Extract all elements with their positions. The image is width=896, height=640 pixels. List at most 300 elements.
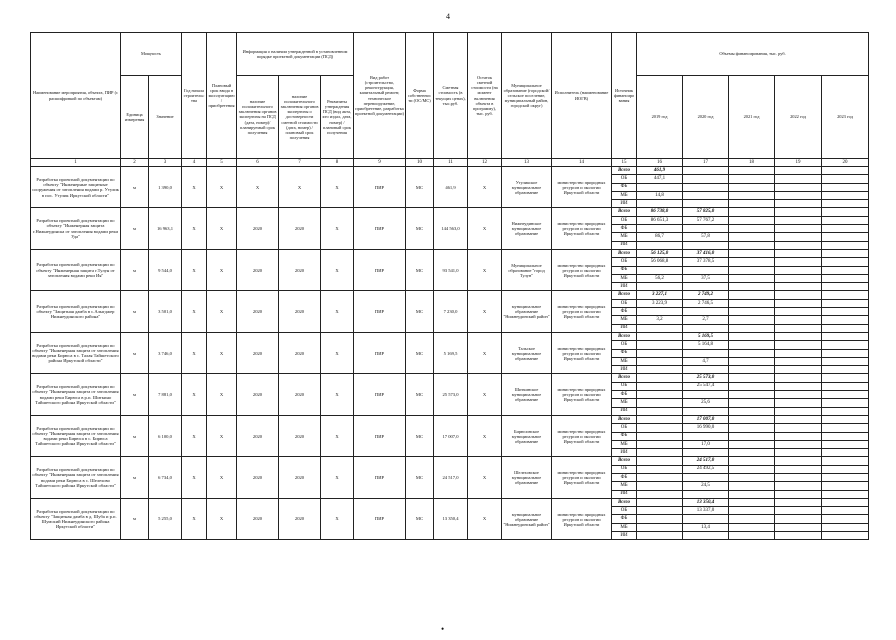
amount-2022-cell <box>775 424 822 432</box>
amount-2020-cell <box>683 391 729 399</box>
cell-psd3: X <box>321 249 354 290</box>
column-number: 6 <box>237 159 279 167</box>
funding-source-cell: ФБ <box>612 515 637 523</box>
header-year-2020: 2020 год <box>683 76 729 159</box>
funding-source-cell: ФБ <box>612 308 637 316</box>
amount-2023-cell <box>822 382 869 390</box>
amount-2021-cell <box>729 391 775 399</box>
funding-source-cell: ИИ <box>612 490 637 498</box>
amount-2019-cell <box>637 507 683 515</box>
cell-rest: X <box>468 167 502 208</box>
column-number: 17 <box>683 159 729 167</box>
amount-2022-cell <box>775 208 822 216</box>
amount-2020-cell <box>683 366 729 374</box>
funding-source-cell: ФБ <box>612 266 637 274</box>
page-number: 4 <box>446 12 450 21</box>
amount-2021-cell <box>729 424 775 432</box>
amount-2023-cell <box>822 349 869 357</box>
funding-source-cell: ОБ <box>612 258 637 266</box>
amount-2020-cell <box>683 407 729 415</box>
amount-2023-cell <box>822 515 869 523</box>
table-row <box>31 249 869 257</box>
cell-own: МС <box>406 249 434 290</box>
amount-2020-cell <box>683 266 729 274</box>
amount-2022-cell <box>775 482 822 490</box>
amount-2022-cell <box>775 316 822 324</box>
cell-work: ПИР <box>354 208 406 249</box>
header-psd-details: Реквизиты утверждения ПСД (вид акта, кто издал, дата, номер) / плановый срок получения <box>321 76 354 159</box>
amount-2021-cell <box>729 291 775 299</box>
cell-rest: X <box>468 457 502 498</box>
amount-2020-cell: 2,7 <box>683 316 729 324</box>
amount-2020-cell <box>683 515 729 523</box>
cell-value: 1 390,0 <box>149 167 182 208</box>
funding-source-cell: Всего <box>612 208 637 216</box>
amount-2022-cell <box>775 391 822 399</box>
amount-2019-cell <box>637 382 683 390</box>
funding-source-cell: МБ <box>612 316 637 324</box>
amount-2021-cell <box>729 216 775 224</box>
amount-2021-cell <box>729 357 775 365</box>
amount-2019-cell <box>637 374 683 382</box>
cell-psd1: 2020 <box>237 374 279 415</box>
amount-2022-cell <box>775 241 822 249</box>
column-number: 19 <box>775 159 822 167</box>
amount-2021-cell <box>729 200 775 208</box>
amount-2020-cell <box>683 349 729 357</box>
amount-2021-cell <box>729 457 775 465</box>
amount-2019-cell <box>637 366 683 374</box>
cell-unit: м <box>121 332 149 373</box>
cell-name: Разработка проектной документации по объекту "Инженерная защита от затопления водами реки Бирюса в с. Талая Тайшетского района Иркутской области" <box>31 332 121 373</box>
cell-unit: м <box>121 249 149 290</box>
column-number: 15 <box>612 159 637 167</box>
cell-value: 3 501,0 <box>149 291 182 332</box>
header-unit: Единица измерения <box>121 76 149 159</box>
funding-source-cell: Всего <box>612 415 637 423</box>
funding-source-cell: ИИ <box>612 449 637 457</box>
cell-own: МС <box>406 291 434 332</box>
cell-psd3: X <box>321 457 354 498</box>
amount-2023-cell <box>822 308 869 316</box>
cell-term: X <box>207 208 237 249</box>
amount-2021-cell <box>729 241 775 249</box>
amount-2020-cell: 57 767,2 <box>683 216 729 224</box>
cell-unit: м <box>121 167 149 208</box>
amount-2022-cell <box>775 532 822 540</box>
amount-2023-cell <box>822 490 869 498</box>
amount-2022-cell <box>775 249 822 257</box>
column-number: 20 <box>822 159 869 167</box>
amount-2021-cell <box>729 523 775 531</box>
table-row <box>31 208 869 216</box>
amount-2022-cell <box>775 266 822 274</box>
amount-2019-cell <box>637 283 683 291</box>
cell-rest: X <box>468 249 502 290</box>
amount-2019-cell: 3,2 <box>637 316 683 324</box>
funding-source-cell: ОБ <box>612 424 637 432</box>
amount-2021-cell <box>729 399 775 407</box>
amount-2023-cell <box>822 183 869 191</box>
funding-source-cell: ОБ <box>612 341 637 349</box>
cell-municipality: муниципальное образование "Нижнеудинский район" <box>502 291 552 332</box>
cell-term: X <box>207 498 237 539</box>
table-body <box>31 159 869 540</box>
bottom-mark: • <box>441 624 445 634</box>
cell-psd3: X <box>321 332 354 373</box>
cell-psd2: 2020 <box>279 374 321 415</box>
funding-source-cell: Всего <box>612 457 637 465</box>
funding-source-cell: МБ <box>612 399 637 407</box>
amount-2021-cell <box>729 473 775 481</box>
cell-unit: м <box>121 415 149 456</box>
cell-start: X <box>182 208 207 249</box>
amount-2020-cell <box>683 473 729 481</box>
amount-2023-cell <box>822 407 869 415</box>
cell-unit: м <box>121 498 149 539</box>
cell-unit: м <box>121 374 149 415</box>
amount-2020-cell <box>683 308 729 316</box>
funding-source-cell: ИИ <box>612 241 637 249</box>
funding-source-cell: ФБ <box>612 391 637 399</box>
cell-value: 9 544,0 <box>149 249 182 290</box>
amount-2021-cell <box>729 249 775 257</box>
amount-2020-cell: 57,8 <box>683 233 729 241</box>
amount-2019-cell <box>637 424 683 432</box>
amount-2022-cell <box>775 291 822 299</box>
amount-2020-cell <box>683 432 729 440</box>
cell-term: X <box>207 332 237 373</box>
cell-cost: 25 573,0 <box>434 374 468 415</box>
amount-2022-cell <box>775 449 822 457</box>
cell-name: Разработка проектной документации по объекту "Инженерная защита от затопления водами реки Бирюса в с. Шелехово Тайшетского района Иркутской области" <box>31 457 121 498</box>
amount-2023-cell <box>822 258 869 266</box>
cell-rest: X <box>468 332 502 373</box>
cell-name: Разработка проектной документации по объекту "Инженерная защита г.Тулун от затопления водами реки Ия" <box>31 249 121 290</box>
amount-2023-cell <box>822 399 869 407</box>
amount-2020-cell <box>683 324 729 332</box>
amount-2023-cell <box>822 341 869 349</box>
funding-source-cell: ОБ <box>612 175 637 183</box>
amount-2023-cell <box>822 357 869 365</box>
cell-name: Разработка проектной документации по объекту "Инженерная защита от затопления водами реки Бирюса в р.п. Шиткино Тайшетского района Иркутской области" <box>31 374 121 415</box>
amount-2019-cell <box>637 332 683 340</box>
cell-work: ПИР <box>354 167 406 208</box>
amount-2020-cell: 24,5 <box>683 482 729 490</box>
cell-start: X <box>182 374 207 415</box>
amount-2019-cell <box>637 266 683 274</box>
amount-2021-cell <box>729 274 775 282</box>
amount-2022-cell <box>775 200 822 208</box>
amount-2021-cell <box>729 366 775 374</box>
amount-2019-cell: 86 651,3 <box>637 216 683 224</box>
financing-table <box>30 32 869 540</box>
amount-2019-cell <box>637 225 683 233</box>
cell-work: ПИР <box>354 374 406 415</box>
amount-2023-cell <box>822 332 869 340</box>
amount-2019-cell <box>637 482 683 490</box>
amount-2020-cell <box>683 449 729 457</box>
amount-2021-cell <box>729 415 775 423</box>
cell-work: ПИР <box>354 249 406 290</box>
amount-2023-cell <box>822 523 869 531</box>
header-funding-source: Источник финансирования <box>612 33 637 159</box>
amount-2021-cell <box>729 407 775 415</box>
amount-2021-cell <box>729 482 775 490</box>
cell-name: Разработка проектной документации по объекту "Защитная дамба в д. Шуба и р.п. Шумский Нижнеудинского района Иркутской области" <box>31 498 121 539</box>
header-municipality: Муниципальное образование (городской/сельское поселение, муниципальный район, городской округ) <box>502 33 552 159</box>
cell-own: МС <box>406 498 434 539</box>
amount-2020-cell: 37,5 <box>683 274 729 282</box>
amount-2019-cell <box>637 241 683 249</box>
cell-psd1: 2020 <box>237 332 279 373</box>
amount-2020-cell: 5 164,8 <box>683 341 729 349</box>
funding-source-cell: ИИ <box>612 366 637 374</box>
header-psd-group: Информация о наличии утвержденной в установленном порядке проектной документации (ПСД) <box>237 33 354 76</box>
amount-2020-cell <box>683 241 729 249</box>
amount-2022-cell <box>775 324 822 332</box>
column-number: 2 <box>121 159 149 167</box>
funding-source-cell: ФБ <box>612 349 637 357</box>
column-number: 11 <box>434 159 468 167</box>
amount-2019-cell <box>637 523 683 531</box>
amount-2022-cell <box>775 523 822 531</box>
header-ownership: Форма собственности (ОС/МС) <box>406 33 434 159</box>
amount-2020-cell <box>683 532 729 540</box>
cell-executor: министерство природных ресурсов и экологии Иркутской области <box>552 167 612 208</box>
amount-2023-cell <box>822 274 869 282</box>
amount-2023-cell <box>822 283 869 291</box>
cell-psd2: 2020 <box>279 415 321 456</box>
column-number: 8 <box>321 159 354 167</box>
cell-unit: м <box>121 457 149 498</box>
cell-start: X <box>182 332 207 373</box>
amount-2023-cell <box>822 482 869 490</box>
cell-psd2: 2020 <box>279 332 321 373</box>
funding-source-cell: ФБ <box>612 183 637 191</box>
column-numbers-row <box>31 159 869 167</box>
amount-2021-cell <box>729 341 775 349</box>
cell-value: 3 746,0 <box>149 332 182 373</box>
amount-2021-cell <box>729 324 775 332</box>
amount-2021-cell <box>729 349 775 357</box>
table-row <box>31 498 869 506</box>
funding-source-cell: Всего <box>612 291 637 299</box>
funding-source-cell: ОБ <box>612 507 637 515</box>
amount-2020-cell: 13 350,4 <box>683 498 729 506</box>
amount-2019-cell <box>637 440 683 448</box>
cell-executor: министерство природных ресурсов и экологии Иркутской области <box>552 208 612 249</box>
table-row <box>31 167 869 175</box>
amount-2023-cell <box>822 432 869 440</box>
amount-2023-cell <box>822 465 869 473</box>
cell-cost: 24 517,0 <box>434 457 468 498</box>
cell-work: ПИР <box>354 291 406 332</box>
funding-source-cell: ОБ <box>612 216 637 224</box>
amount-2019-cell <box>637 399 683 407</box>
header-remaining-cost: Остаток сметной стоимости (на момент включения объекта в программу), тыс. руб. <box>468 33 502 159</box>
amount-2020-cell: 17,0 <box>683 440 729 448</box>
funding-source-cell: ФБ <box>612 473 637 481</box>
cell-unit: м <box>121 208 149 249</box>
cell-psd3: X <box>321 167 354 208</box>
amount-2020-cell: 4,7 <box>683 357 729 365</box>
cell-executor: министерство природных ресурсов и экологии Иркутской области <box>552 332 612 373</box>
cell-term: X <box>207 291 237 332</box>
amount-2022-cell <box>775 415 822 423</box>
column-number: 1 <box>31 159 121 167</box>
amount-2023-cell <box>822 208 869 216</box>
amount-2019-cell: 56 068,8 <box>637 258 683 266</box>
amount-2022-cell <box>775 457 822 465</box>
header-cost: Сметная стоимость (в текущих ценах), тыс.руб. <box>434 33 468 159</box>
table-header <box>31 33 869 159</box>
cell-work: ПИР <box>354 498 406 539</box>
header-year-2022: 2022 год <box>775 76 822 159</box>
cell-work: ПИР <box>354 457 406 498</box>
amount-2022-cell <box>775 216 822 224</box>
cell-psd3: X <box>321 291 354 332</box>
column-number: 7 <box>279 159 321 167</box>
amount-2020-cell: 5 169,5 <box>683 332 729 340</box>
amount-2020-cell: 2 746,5 <box>683 299 729 307</box>
header-capacity: Мощность <box>121 33 182 76</box>
cell-name: Разработка проектной документации по объекту "Инженерная защита от затопления водами реки Бирюса в с. Бирюса Тайшетского района Иркутской области" <box>31 415 121 456</box>
funding-source-cell: ИИ <box>612 324 637 332</box>
amount-2019-cell <box>637 407 683 415</box>
amount-2019-cell: 14,8 <box>637 191 683 199</box>
amount-2019-cell <box>637 324 683 332</box>
funding-source-cell: ИИ <box>612 532 637 540</box>
amount-2022-cell <box>775 465 822 473</box>
amount-2019-cell <box>637 465 683 473</box>
cell-own: МС <box>406 374 434 415</box>
cell-psd2: 2020 <box>279 249 321 290</box>
amount-2022-cell <box>775 225 822 233</box>
column-number: 18 <box>729 159 775 167</box>
amount-2023-cell <box>822 473 869 481</box>
funding-source-cell: Всего <box>612 249 637 257</box>
amount-2019-cell: 3 223,9 <box>637 299 683 307</box>
amount-2020-cell: 13 337,0 <box>683 507 729 515</box>
cell-municipality: Нижнеудинское муниципальное образование <box>502 208 552 249</box>
amount-2019-cell <box>637 449 683 457</box>
cell-start: X <box>182 498 207 539</box>
cell-rest: X <box>468 208 502 249</box>
cell-start: X <box>182 457 207 498</box>
amount-2022-cell <box>775 308 822 316</box>
cell-psd3: X <box>321 374 354 415</box>
amount-2023-cell <box>822 440 869 448</box>
funding-source-cell: Всего <box>612 167 637 175</box>
amount-2020-cell <box>683 490 729 498</box>
amount-2020-cell: 16 990,0 <box>683 424 729 432</box>
amount-2022-cell <box>775 473 822 481</box>
amount-2023-cell <box>822 241 869 249</box>
amount-2020-cell <box>683 183 729 191</box>
cell-municipality: Шиткинское муниципальное образование <box>502 374 552 415</box>
header-value: Значение <box>149 76 182 159</box>
amount-2019-cell <box>637 515 683 523</box>
amount-2023-cell <box>822 266 869 274</box>
cell-psd1: 2020 <box>237 498 279 539</box>
cell-term: X <box>207 457 237 498</box>
amount-2021-cell <box>729 316 775 324</box>
amount-2023-cell <box>822 449 869 457</box>
funding-source-cell: МБ <box>612 523 637 531</box>
cell-term: X <box>207 249 237 290</box>
table-row <box>31 291 869 299</box>
cell-rest: X <box>468 374 502 415</box>
cell-name: Разработка проектной документации по объекту "Инженерная защита г.Нижнеудинска от затопления водами реки Уда" <box>31 208 121 249</box>
column-number: 9 <box>354 159 406 167</box>
amount-2019-cell <box>637 357 683 365</box>
header-start-year: Год начала строительства <box>182 33 207 159</box>
amount-2019-cell: 3 227,1 <box>637 291 683 299</box>
funding-source-cell: Всего <box>612 374 637 382</box>
column-number: 12 <box>468 159 502 167</box>
amount-2022-cell <box>775 490 822 498</box>
funding-source-cell: МБ <box>612 233 637 241</box>
amount-2019-cell <box>637 457 683 465</box>
amount-2020-cell <box>683 175 729 183</box>
amount-2023-cell <box>822 498 869 506</box>
cell-psd3: X <box>321 498 354 539</box>
cell-name: Разработка проектной документации по объекту "Защитная дамба в с.Алыгджер Нижнеудинского района" <box>31 291 121 332</box>
cell-psd1: 2020 <box>237 249 279 290</box>
amount-2022-cell <box>775 283 822 291</box>
cell-cost: 93 541,0 <box>434 249 468 290</box>
amount-2021-cell <box>729 266 775 274</box>
amount-2021-cell <box>729 465 775 473</box>
amount-2020-cell: 37 416,0 <box>683 249 729 257</box>
cell-own: МС <box>406 332 434 373</box>
amount-2023-cell <box>822 324 869 332</box>
amount-2022-cell <box>775 366 822 374</box>
amount-2022-cell <box>775 183 822 191</box>
cell-municipality: Муниципальное образование "город Тулун" <box>502 249 552 290</box>
funding-source-cell: ФБ <box>612 225 637 233</box>
amount-2021-cell <box>729 515 775 523</box>
cell-cost: 144 563,0 <box>434 208 468 249</box>
amount-2022-cell <box>775 507 822 515</box>
amount-2021-cell <box>729 432 775 440</box>
cell-start: X <box>182 249 207 290</box>
funding-source-cell: ФБ <box>612 432 637 440</box>
amount-2019-cell <box>637 349 683 357</box>
amount-2022-cell <box>775 274 822 282</box>
amount-2019-cell <box>637 183 683 191</box>
funding-source-cell: Всего <box>612 498 637 506</box>
cell-psd1: X <box>237 167 279 208</box>
funding-source-cell: МБ <box>612 274 637 282</box>
amount-2019-cell: 447,1 <box>637 175 683 183</box>
amount-2022-cell <box>775 357 822 365</box>
cell-term: X <box>207 374 237 415</box>
amount-2021-cell <box>729 507 775 515</box>
amount-2023-cell <box>822 457 869 465</box>
cell-executor: министерство природных ресурсов и экологии Иркутской области <box>552 249 612 290</box>
amount-2022-cell <box>775 299 822 307</box>
amount-2019-cell <box>637 415 683 423</box>
column-number: 4 <box>182 159 207 167</box>
amount-2020-cell <box>683 225 729 233</box>
funding-source-cell: Всего <box>612 332 637 340</box>
amount-2023-cell <box>822 424 869 432</box>
amount-2023-cell <box>822 391 869 399</box>
cell-rest: X <box>468 498 502 539</box>
cell-value: 6 100,0 <box>149 415 182 456</box>
